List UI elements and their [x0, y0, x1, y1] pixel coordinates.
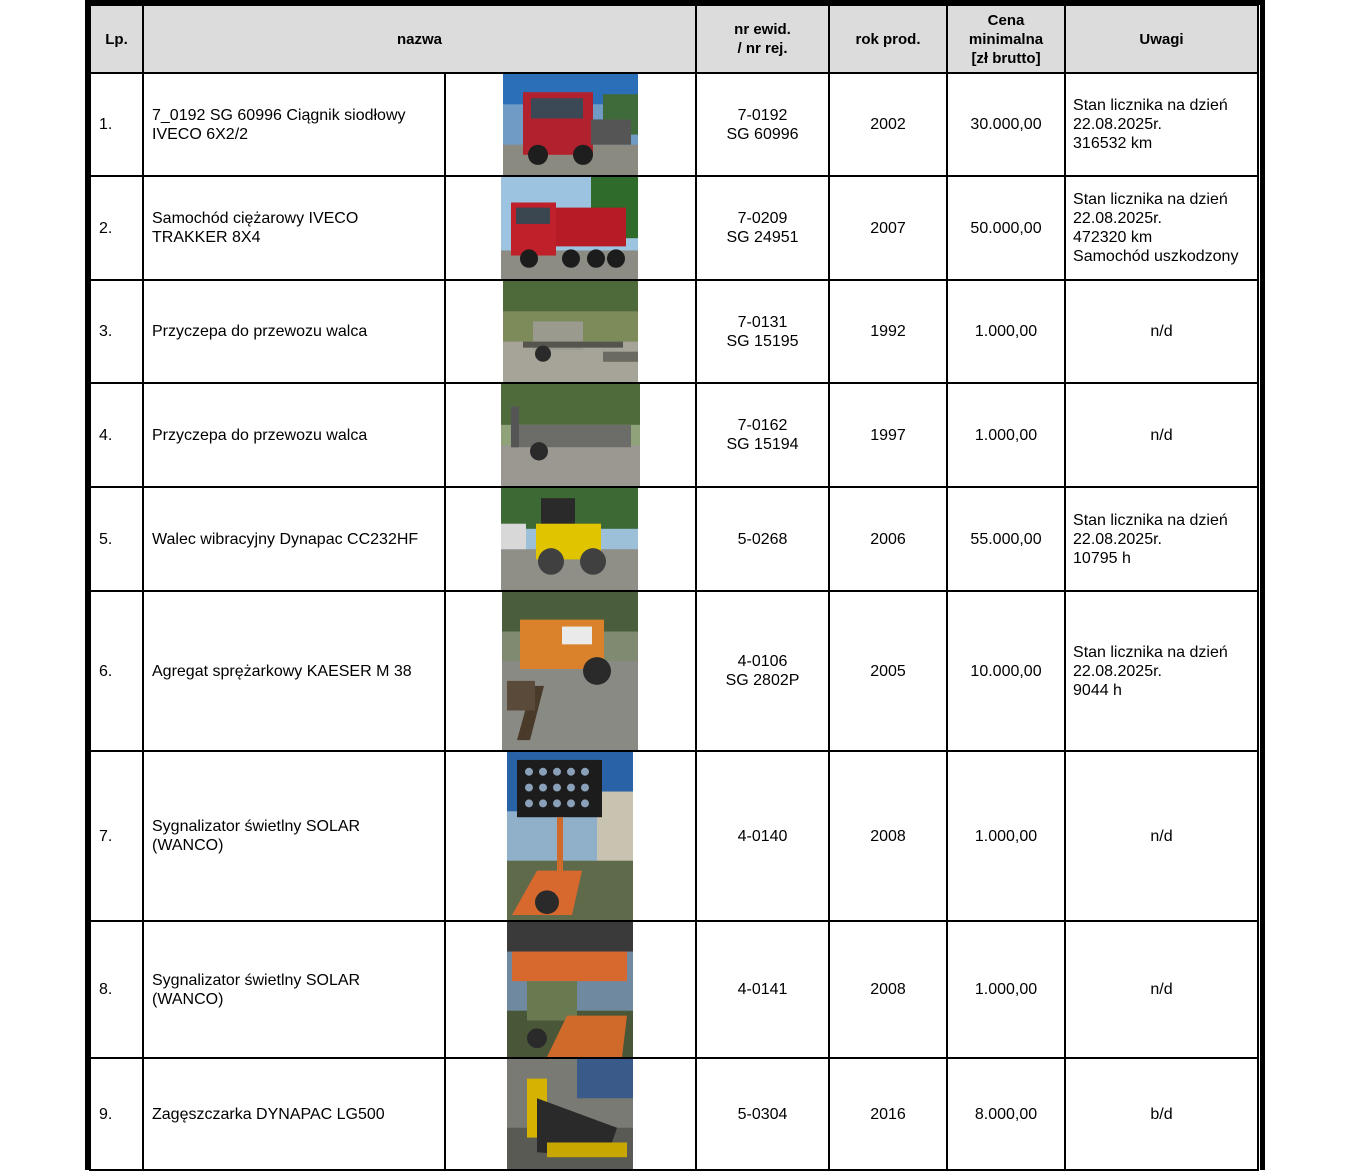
production-year: 2008	[829, 921, 947, 1058]
item-photo-cell	[445, 1058, 696, 1170]
registration-number: 7-0192 SG 60996	[696, 73, 829, 176]
row-number: 4.	[90, 383, 143, 487]
minimum-price: 30.000,00	[947, 73, 1065, 176]
remarks: Stan licznika na dzień 22.08.2025r. 472320 km Samochód uszkodzony	[1065, 176, 1258, 280]
table-row	[90, 1058, 1258, 1170]
trailer-photo	[501, 384, 640, 486]
registration-number: 7-0162 SG 15194	[696, 383, 829, 487]
minimum-price: 8.000,00	[947, 1058, 1065, 1170]
item-photo-cell	[445, 176, 696, 280]
remarks: Stan licznika na dzień 22.08.2025r. 316532 km	[1065, 73, 1258, 176]
equipment-table	[89, 4, 1259, 1171]
registration-number: 4-0141	[696, 921, 829, 1058]
item-photo-cell	[445, 280, 696, 383]
header-rok: rok prod.	[829, 5, 947, 73]
registration-number: 5-0304	[696, 1058, 829, 1170]
red-truck-photo	[503, 74, 638, 175]
minimum-price: 10.000,00	[947, 591, 1065, 751]
item-photo-cell	[445, 383, 696, 487]
item-name: Sygnalizator świetlny SOLAR (WANCO)	[143, 751, 445, 921]
row-number: 7.	[90, 751, 143, 921]
item-name: Zagęszczarka DYNAPAC LG500	[143, 1058, 445, 1170]
table-row	[90, 73, 1258, 176]
production-year: 1992	[829, 280, 947, 383]
remarks: Stan licznika na dzień 22.08.2025r. 10795 h	[1065, 487, 1258, 591]
production-year: 2005	[829, 591, 947, 751]
trailer-photo	[503, 281, 638, 382]
item-name: Przyczepa do przewozu walca	[143, 383, 445, 487]
minimum-price: 1.000,00	[947, 921, 1065, 1058]
remarks: n/d	[1065, 751, 1258, 921]
production-year: 2002	[829, 73, 947, 176]
roller-photo	[501, 488, 638, 590]
item-photo-cell	[445, 487, 696, 591]
header-row	[90, 5, 1258, 73]
table-row	[90, 921, 1258, 1058]
item-name: Sygnalizator świetlny SOLAR (WANCO)	[143, 921, 445, 1058]
row-number: 9.	[90, 1058, 143, 1170]
table-row	[90, 751, 1258, 921]
production-year: 1997	[829, 383, 947, 487]
header-nr: nr ewid. / nr rej.	[696, 5, 829, 73]
remarks: n/d	[1065, 280, 1258, 383]
production-year: 2007	[829, 176, 947, 280]
table-row	[90, 176, 1258, 280]
minimum-price: 1.000,00	[947, 751, 1065, 921]
row-number: 2.	[90, 176, 143, 280]
item-name: Samochód ciężarowy IVECO TRAKKER 8X4	[143, 176, 445, 280]
table-row	[90, 591, 1258, 751]
minimum-price: 50.000,00	[947, 176, 1065, 280]
table-row	[90, 383, 1258, 487]
registration-number: 7-0209 SG 24951	[696, 176, 829, 280]
red-dump-truck-photo	[501, 177, 638, 279]
arrow-board-photo	[507, 752, 633, 920]
header-lp: Lp.	[90, 5, 143, 73]
header-uwagi: Uwagi	[1065, 5, 1258, 73]
production-year: 2008	[829, 751, 947, 921]
item-photo-cell	[445, 591, 696, 751]
item-name: Przyczepa do przewozu walca	[143, 280, 445, 383]
registration-number: 7-0131 SG 15195	[696, 280, 829, 383]
row-number: 8.	[90, 921, 143, 1058]
registration-number: 5-0268	[696, 487, 829, 591]
item-name: Walec wibracyjny Dynapac CC232HF	[143, 487, 445, 591]
item-name: Agregat sprężarkowy KAESER M 38	[143, 591, 445, 751]
registration-number: 4-0106 SG 2802P	[696, 591, 829, 751]
row-number: 3.	[90, 280, 143, 383]
row-number: 1.	[90, 73, 143, 176]
production-year: 2006	[829, 487, 947, 591]
item-name: 7_0192 SG 60996 Ciągnik siodłowy IVECO 6X2/2	[143, 73, 445, 176]
row-number: 5.	[90, 487, 143, 591]
remarks: b/d	[1065, 1058, 1258, 1170]
item-photo-cell	[445, 73, 696, 176]
production-year: 2016	[829, 1058, 947, 1170]
remarks: Stan licznika na dzień 22.08.2025r. 9044 h	[1065, 591, 1258, 751]
compactor-photo	[507, 1059, 633, 1169]
row-number: 6.	[90, 591, 143, 751]
registration-number: 4-0140	[696, 751, 829, 921]
minimum-price: 1.000,00	[947, 383, 1065, 487]
compressor-photo	[502, 592, 638, 750]
minimum-price: 1.000,00	[947, 280, 1065, 383]
header-cena: Cena minimalna [zł brutto]	[947, 5, 1065, 73]
item-photo-cell	[445, 751, 696, 921]
table-row	[90, 487, 1258, 591]
minimum-price: 55.000,00	[947, 487, 1065, 591]
remarks: n/d	[1065, 921, 1258, 1058]
header-nazwa: nazwa	[143, 5, 696, 73]
arrow-board-photo	[507, 922, 633, 1057]
table-row	[90, 280, 1258, 383]
item-photo-cell	[445, 921, 696, 1058]
remarks: n/d	[1065, 383, 1258, 487]
